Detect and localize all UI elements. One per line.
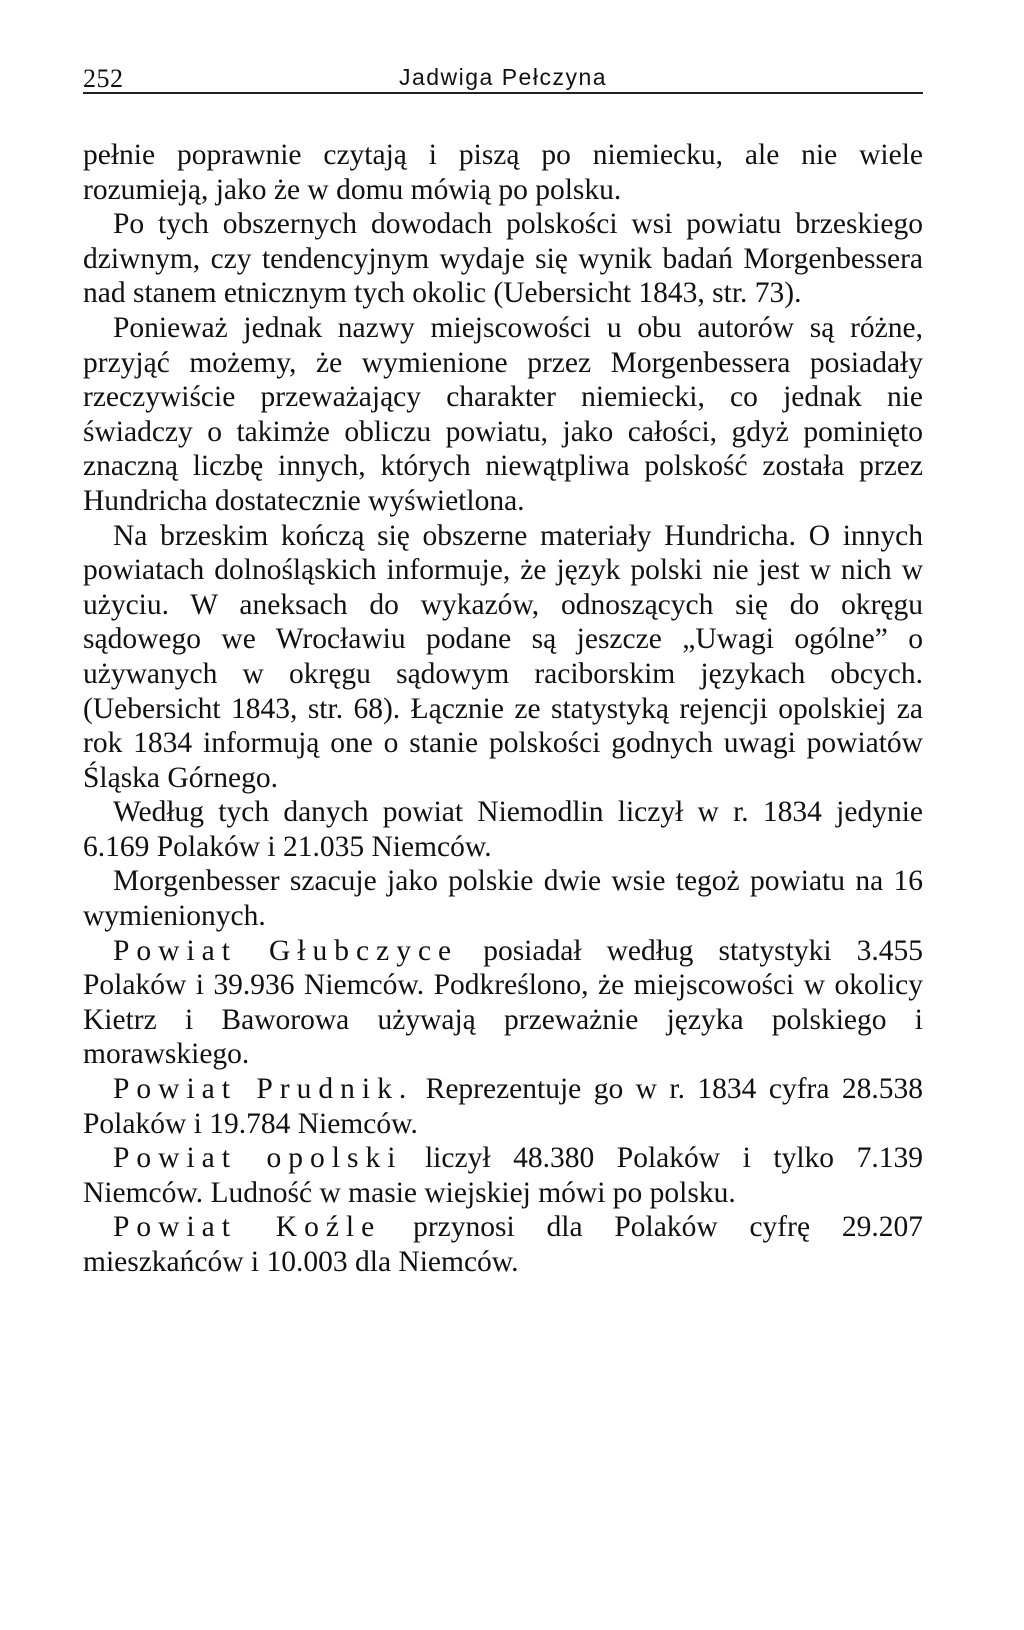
paragraph-6 <box>83 864 923 933</box>
running-title: Jadwiga Pełczyna <box>398 64 608 90</box>
paragraph-2 <box>83 207 923 311</box>
paragraph-text: posiadał według statystyki 3.455 Polaków i 39.936 Niemców. Podkreślono, że miejscowości w okolicy Kietrz i Baworowa używają przeważnie języka polskiego i morawskiego. <box>83 934 923 1071</box>
paragraph-text: Na brzeskim kończą się obszerne materiały Hundricha. O innych powiatach dolnośląskich informuje, że język polski nie jest w nich w użyciu. W aneksach do wykazów, odnoszących się do okręgu sądowego we Wrocławiu podane są jeszcze „Uwagi ogólne” o używanych w okręgu sądowym raciborskim językach obcych. (Uebersicht 1843, str. 68). Łącznie ze statystyką rejencji opolskiej za rok 1834 informują one o stanie polskości godnych uwagi powiatów Śląska Górnego. <box>83 519 923 794</box>
spaced-heading: Powiat Prudnik. <box>113 1073 414 1106</box>
paragraph-text: Ponieważ jednak nazwy miejscowości u obu autorów są różne, przyjąć możemy, że wymienione przez Morgenbessera posiadały rzeczywiście przeważający charakter niemiecki, co jednak nie świadczy o takimże obliczu powiatu, jako całości, gdyż pominięto znaczną liczbę innych, których niewątpliwa polskość została przez Hundricha dostatecznie wyświetlona. <box>83 311 923 517</box>
paragraph-text: pełnie poprawnie czytają i piszą po niemiecku, ale nie wiele rozumieją, jako że w domu mówią po polsku. <box>83 139 923 206</box>
paragraph-8 <box>83 1072 923 1141</box>
paragraph-1 <box>83 138 923 207</box>
page-header <box>83 50 923 94</box>
book-page <box>83 50 923 1280</box>
spaced-heading: Powiat Głubczyce <box>113 934 459 967</box>
spaced-heading: Powiat opolski <box>113 1142 403 1175</box>
paragraph-text: Według tych danych powiat Niemodlin liczył w r. 1834 jedynie 6.169 Polaków i 21.035 Niemców. <box>83 796 923 863</box>
paragraph-text: przynosi dla Polaków cyfrę 29.207 mieszkańców i 10.003 dla Niemców. <box>83 1211 924 1278</box>
paragraph-text: liczył 48.380 Polaków i tylko 7.139 Niemców. Ludność w masie wiejskiej mówi po polsku. <box>83 1142 923 1209</box>
paragraph-3 <box>83 311 923 519</box>
paragraph-text: Po tych obszernych dowodach polskości wsi powiatu brzeskiego dziwnym, czy tendencyjnym wydaje się wynik badań Morgenbessera nad stanem etnicznym tych okolic (Uebersicht 1843, str. 73). <box>83 208 923 310</box>
paragraph-7 <box>83 934 923 1072</box>
paragraph-10 <box>83 1210 923 1279</box>
paragraph-4 <box>83 519 923 796</box>
paragraph-text: Morgenbesser szacuje jako polskie dwie wsie tegoż powiatu na 16 wymienionych. <box>83 865 923 933</box>
page-number: 252 <box>83 64 124 93</box>
body-text <box>83 138 923 1280</box>
paragraph-9 <box>83 1141 923 1210</box>
paragraph-text: Reprezentuje go w r. 1834 cyfra 28.538 Polaków i 19.784 Niemców. <box>83 1073 924 1140</box>
spaced-heading: Powiat Koźle <box>113 1211 382 1244</box>
paragraph-5 <box>83 795 923 864</box>
